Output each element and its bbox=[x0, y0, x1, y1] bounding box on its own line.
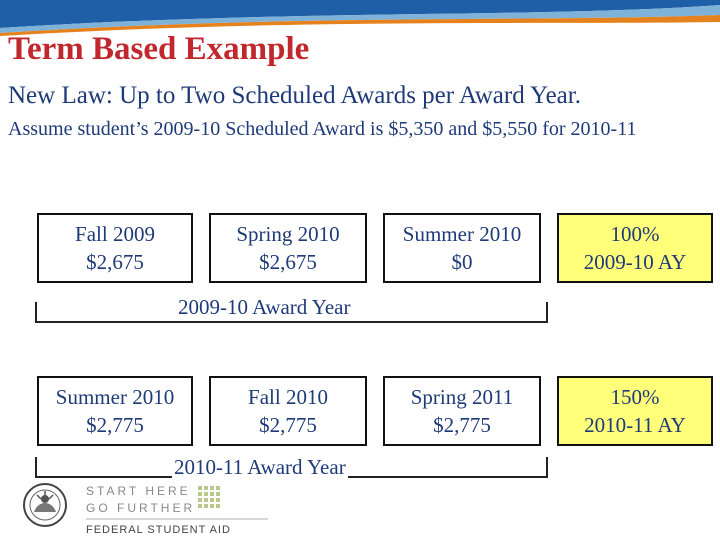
slide-subtitle: New Law: Up to Two Scheduled Awards per Award Year. bbox=[8, 82, 581, 109]
department-of-education-seal-icon bbox=[22, 482, 68, 528]
term-name: Summer 2010 bbox=[402, 222, 522, 246]
logo-line-federal-student-aid: FEDERAL STUDENT AID bbox=[86, 524, 231, 536]
logo-line-go-further: GO FURTHER bbox=[86, 501, 196, 515]
term-box-summer-2010 bbox=[383, 213, 541, 283]
term-box-fall-2010 bbox=[209, 376, 367, 446]
award-summary-box-2009-10 bbox=[557, 213, 713, 283]
award-year-label-2010-11: 2010-11 Award Year bbox=[174, 455, 346, 479]
term-amount: $0 bbox=[451, 250, 473, 274]
award-percent: 150% bbox=[610, 385, 660, 409]
term-name: Spring 2010 bbox=[236, 222, 340, 246]
term-amount: $2,775 bbox=[86, 413, 144, 437]
federal-student-aid-logo bbox=[18, 482, 258, 536]
term-box-fall-2009 bbox=[37, 213, 193, 283]
term-name: Fall 2009 bbox=[75, 222, 155, 246]
assumption-text: Assume student’s 2009-10 Scheduled Award is $5,350 and $5,550 for 2010-11 bbox=[8, 118, 637, 140]
term-amount: $2,675 bbox=[259, 250, 317, 274]
term-amount: $2,775 bbox=[433, 413, 491, 437]
term-name: Fall 2010 bbox=[248, 385, 328, 409]
term-box-spring-2011 bbox=[383, 376, 541, 446]
award-year: 2009-10 AY bbox=[583, 250, 687, 274]
slide-title: Term Based Example bbox=[8, 31, 310, 67]
award-year-label-2009-10: 2009-10 Award Year bbox=[178, 295, 351, 319]
term-box-summer-2010 bbox=[37, 376, 193, 446]
fsa-wordmark bbox=[86, 482, 276, 536]
term-amount: $2,775 bbox=[259, 413, 317, 437]
logo-dot-grid bbox=[198, 486, 220, 508]
term-name: Summer 2010 bbox=[55, 385, 175, 409]
logo-line-start-here: START HERE bbox=[86, 484, 191, 498]
term-name: Spring 2011 bbox=[410, 385, 514, 409]
award-year: 2010-11 AY bbox=[584, 413, 686, 437]
term-box-spring-2010 bbox=[209, 213, 367, 283]
term-amount: $2,675 bbox=[86, 250, 144, 274]
award-summary-box-2010-11 bbox=[557, 376, 713, 446]
award-percent: 100% bbox=[610, 222, 660, 246]
